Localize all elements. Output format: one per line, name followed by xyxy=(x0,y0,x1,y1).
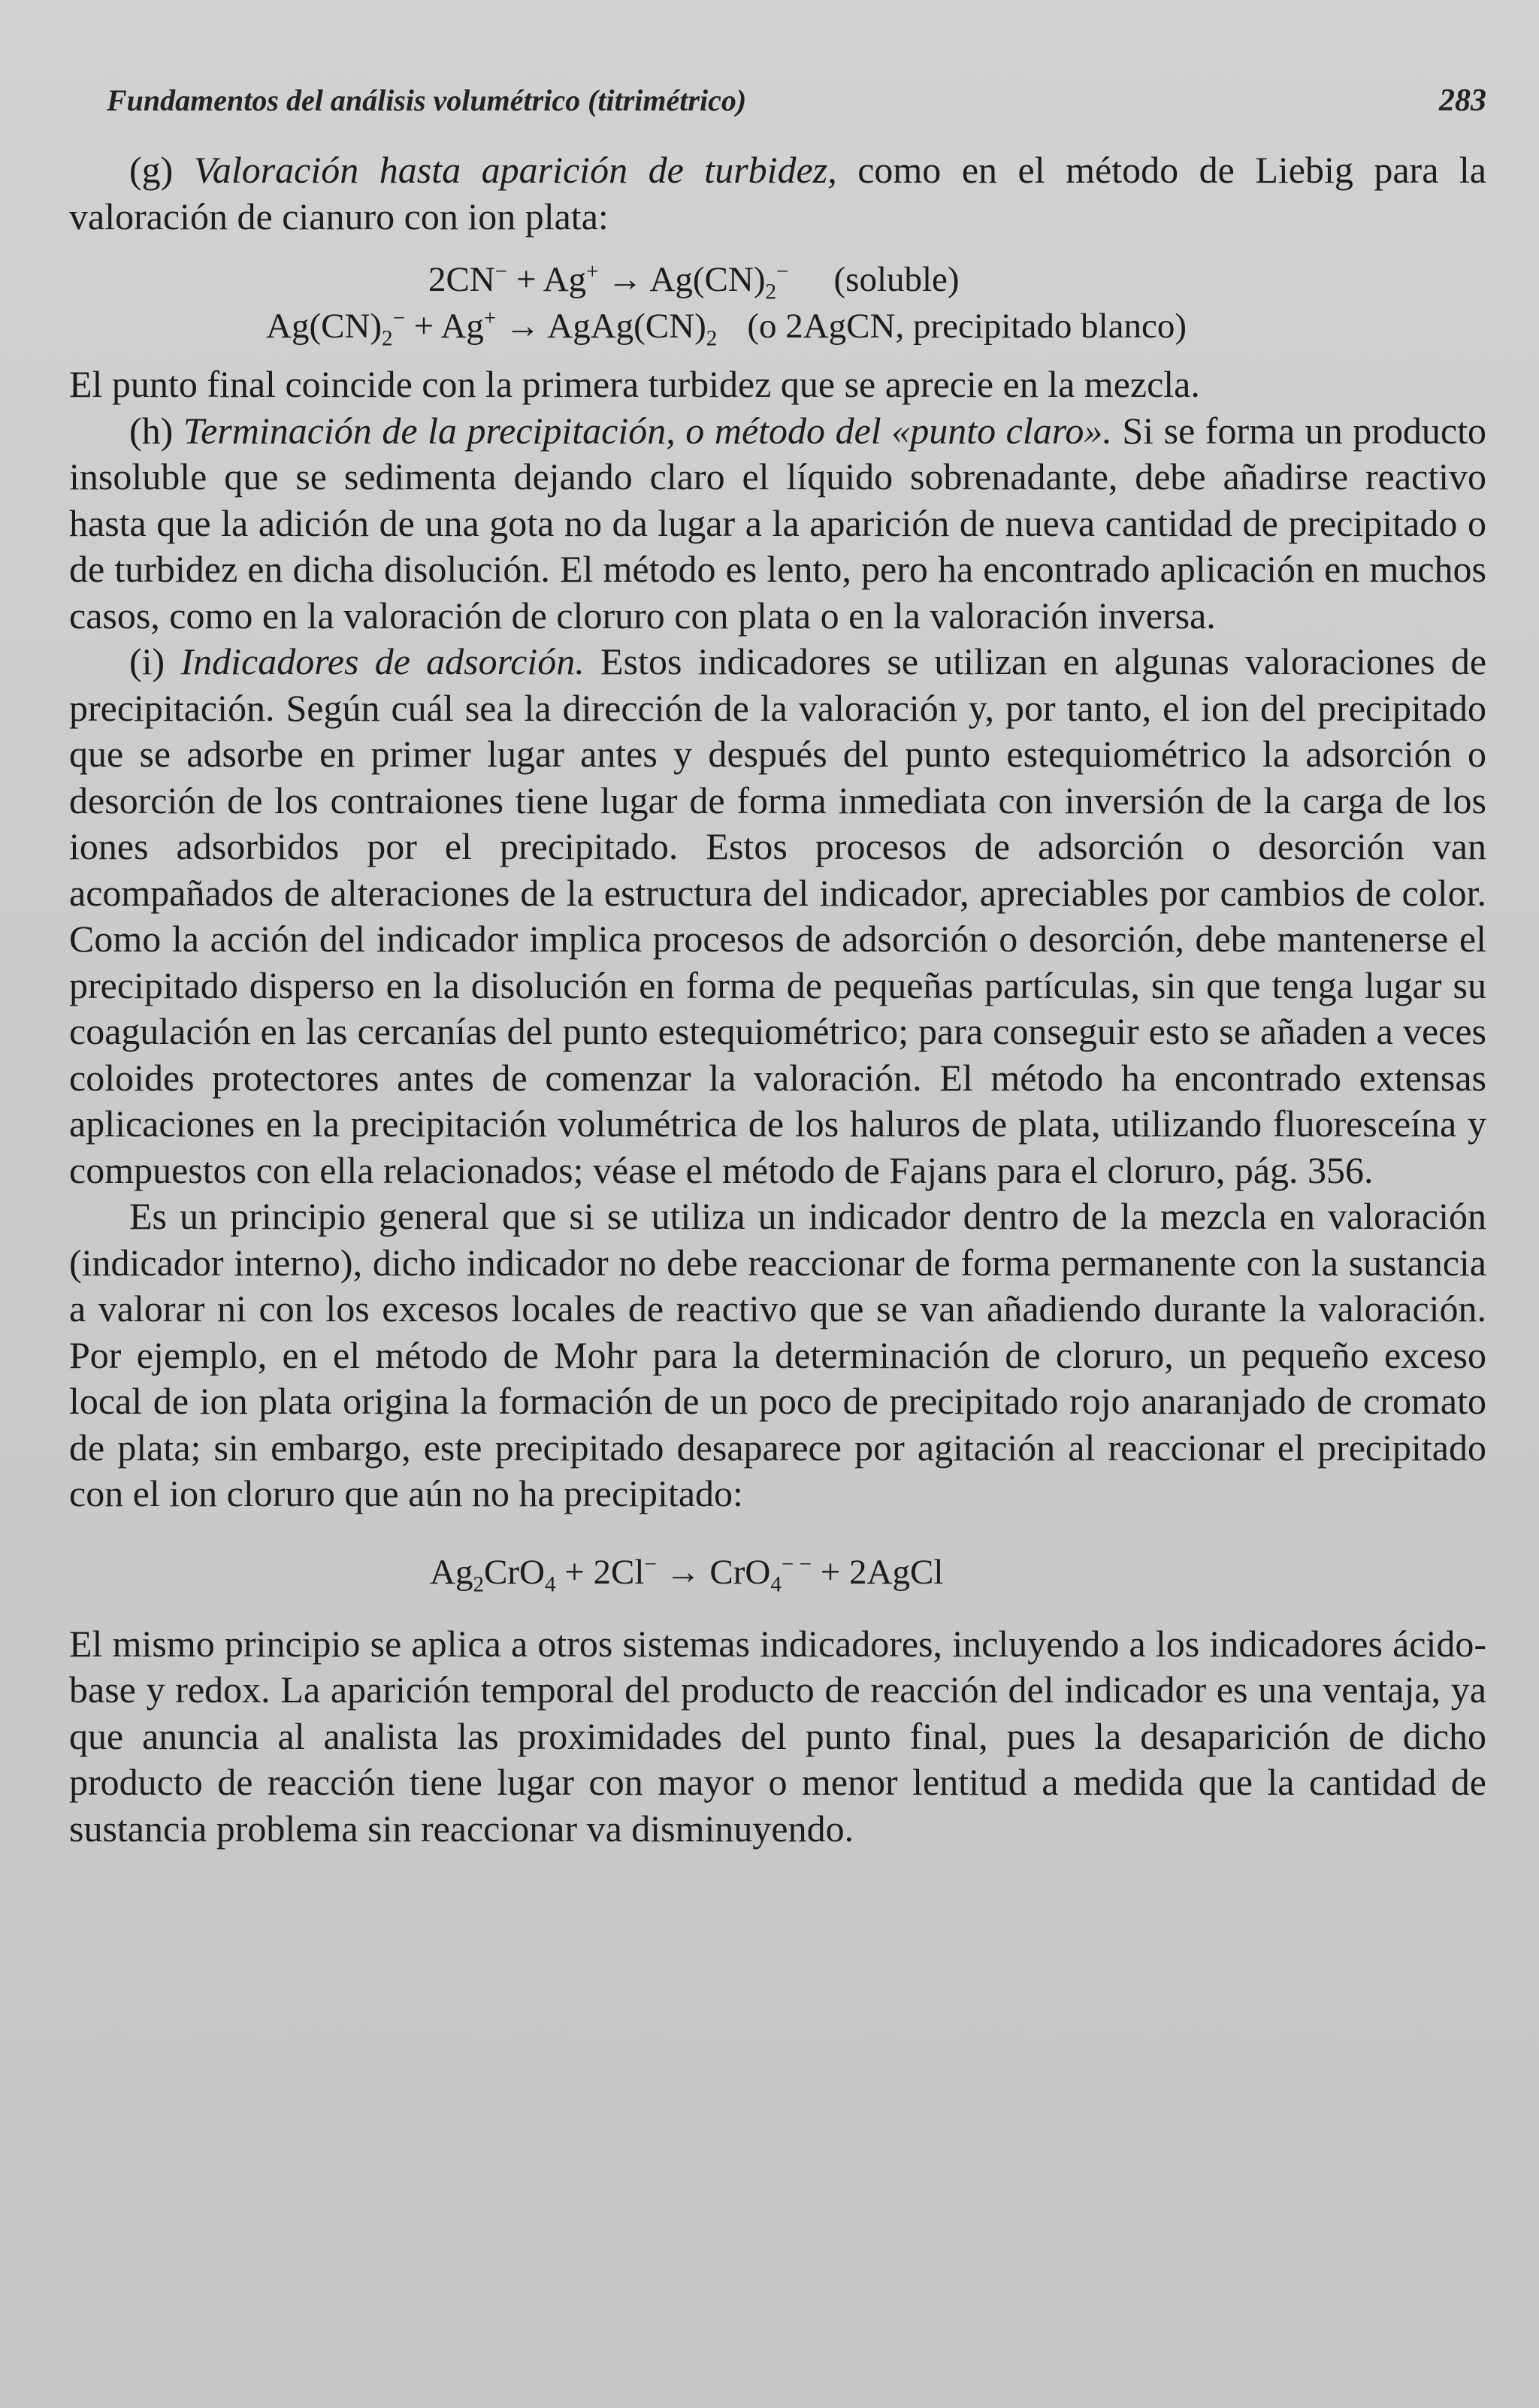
section-text: Estos indicadores se utilizan en algunas valoraciones de precipitación. Según cuál sea la dirección de la valoración y, por tanto, el ion del precipitado que se adsorbe en primer lugar antes y después del punto estequiométrico la adsorción o desorción de los contraiones tiene lugar de forma inmediata con inversión de la carga de los iones adsorbidos por el precipitado. Estos procesos de adsorción o desorción van acompañados de alteraciones de la estructura del indicador, apreciables por cambios de color. Como la acción del indicador implica procesos de adsorción o desorción, debe mantenerse el precipitado disperso en la disolución en forma de pequeñas partículas, sin que tenga lugar su coagulación en las cercanías del punto estequiométrico; para conseguir esto se añaden a veces coloides protectores antes de comenzar la valoración. El método ha encontrado extensas aplicaciones en la precipitación volumétrica de los haluros de plata, utilizando fluoresceína y compuestos con ella relacionados; véase el método de Fajans para el cloruro, pág. 356. xyxy=(69,640,1487,1191)
paragraph-g-end: El punto final coincide con la primera turbidez que se aprecie en la mezcla. xyxy=(69,363,1200,405)
equation-mohr: $Ag_2CrO_4 + 2Cl^- \to CrO_4^{- -}$ + 2AgCl xyxy=(430,1551,944,1596)
section-label: (h) xyxy=(129,409,174,452)
equation-1: $2CN^- + Ag^+ \to Ag(CN)_2^-$ (soluble) xyxy=(428,259,960,304)
equation-note: (soluble) xyxy=(833,260,960,299)
section-label: (g) xyxy=(129,149,174,191)
paragraph-h xyxy=(69,408,1486,640)
paragraph-principle: Es un principio general que si se utiliza un indicador dentro de la mezcla en valoración (indicador interno), dicho indicador no debe reaccionar de forma permanente con la sustancia a valorar ni con los excesos locales de reactivo que se van añadiendo durante la valoración. Por ejemplo, en el método de Mohr para la determinación de cloruro, un pequeño exceso local de ion plata origina la formación de un poco de precipitado rojo anaranjado de cromato de plata; sin embargo, este precipitado desaparece por agitación al reaccionar el precipitado con el ion cloruro que aún no ha precipitado: xyxy=(69,1195,1486,1514)
paragraph-i xyxy=(69,639,1486,1193)
section-label: (i) xyxy=(129,640,165,682)
section-title: Valoración hasta aparición de turbidez, xyxy=(193,149,837,191)
equation-2: $Ag(CN)_2^- + Ag^+$ → $AgAg(CN)_2$ (o 2AgCN, precipitado blanco) xyxy=(266,306,1187,351)
section-text: Si se forma un producto insoluble que se sedimenta dejando claro el líquido sobrenadante, debe añadirse reactivo hasta que la adición de una gota no da lugar a la aparición de nueva cantidad de precipitado o de turbidez en dicha disolución. El método es lento, pero ha encontrado aplicación en muchos casos, como en la valoración de cloruro con plata o en la valoración inversa. xyxy=(69,409,1487,637)
section-title: Indicadores de adsorción. xyxy=(180,640,585,682)
paragraph-g xyxy=(69,147,1486,240)
equation-block xyxy=(69,256,1486,349)
paragraph-final: El mismo principio se aplica a otros sistemas indicadores, incluyendo a los indicadores ácido-base y redox. La aparición temporal del producto de reacción del indicador es una ventaja, ya que anuncia al analista las proximidades del punto final, pues la desaparición de dicho producto de reacción tiene lugar con mayor o menor lentitud a medida que la cantidad de sustancia problema sin reaccionar va disminuyendo. xyxy=(69,1622,1486,1850)
page-number: 283 xyxy=(1439,83,1486,118)
section-text: como en el método de Liebig para la valoración de cianuro con ion plata: xyxy=(69,149,1486,237)
running-head xyxy=(107,83,1494,119)
section-title: Terminación de la precipitación, o método del «punto claro». xyxy=(183,409,1112,452)
body-text xyxy=(69,147,1494,1852)
equation-note: (o 2AgCN, precipitado blanco) xyxy=(747,307,1187,346)
running-title: Fundamentos del análisis volumétrico (titrimétrico) xyxy=(107,83,747,117)
